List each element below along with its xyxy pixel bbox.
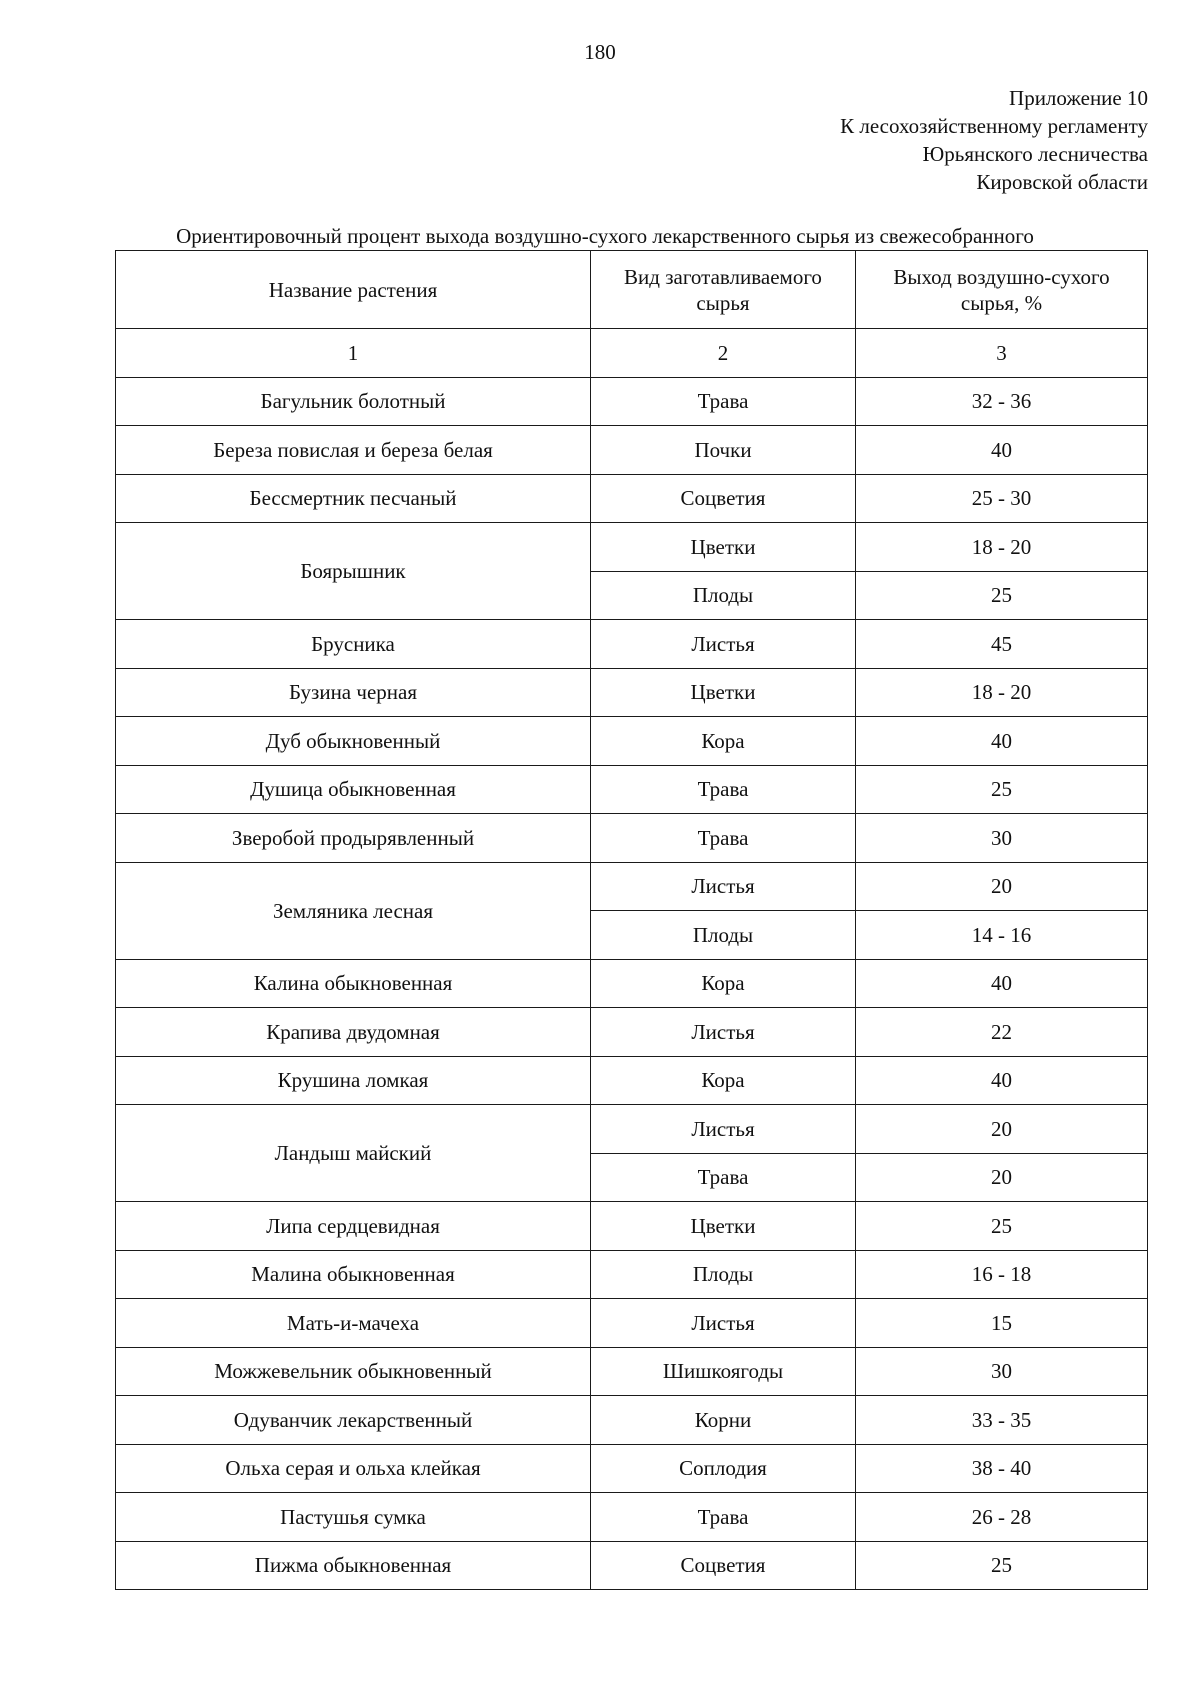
raw-material-type-cell: Цветки <box>591 523 856 572</box>
raw-material-type-cell: Цветки <box>591 668 856 717</box>
raw-material-type-cell: Корни <box>591 1396 856 1445</box>
column-header: Название растения <box>116 251 591 329</box>
raw-material-type-cell: Плоды <box>591 571 856 620</box>
plant-name-cell: Калина обыкновенная <box>116 959 591 1008</box>
raw-material-type-cell: Трава <box>591 814 856 863</box>
raw-material-type-cell: Почки <box>591 426 856 475</box>
yield-percent-cell: 20 <box>856 1153 1148 1202</box>
plant-name-cell: Крапива двудомная <box>116 1008 591 1057</box>
raw-material-type-cell: Трава <box>591 1153 856 1202</box>
table-row <box>116 620 1148 669</box>
table-row <box>116 1299 1148 1348</box>
raw-material-type-cell: Листья <box>591 1105 856 1154</box>
table-row <box>116 1056 1148 1105</box>
table-row <box>116 862 1148 911</box>
plant-name-cell: Можжевельник обыкновенный <box>116 1347 591 1396</box>
raw-material-type-cell: Листья <box>591 1299 856 1348</box>
table-row <box>116 717 1148 766</box>
yield-percent-cell: 40 <box>856 426 1148 475</box>
raw-material-type-cell: Плоды <box>591 911 856 960</box>
appendix-line: Приложение 10 <box>1009 86 1148 110</box>
plant-name-cell: Дуб обыкновенный <box>116 717 591 766</box>
table-row <box>116 1105 1148 1154</box>
yield-table <box>115 250 1148 1590</box>
plant-name-cell: Мать-и-мачеха <box>116 1299 591 1348</box>
table-row <box>116 765 1148 814</box>
plant-name-cell: Боярышник <box>116 523 591 620</box>
raw-material-type-cell: Листья <box>591 620 856 669</box>
raw-material-type-cell: Соплодия <box>591 1444 856 1493</box>
yield-percent-cell: 30 <box>856 1347 1148 1396</box>
column-number: 3 <box>856 329 1148 378</box>
yield-percent-cell: 33 - 35 <box>856 1396 1148 1445</box>
table-row <box>116 1396 1148 1445</box>
table-row <box>116 814 1148 863</box>
table-row <box>116 959 1148 1008</box>
table-header-row <box>116 251 1148 329</box>
plant-name-cell: Ландыш майский <box>116 1105 591 1202</box>
column-number: 2 <box>591 329 856 378</box>
yield-percent-cell: 40 <box>856 717 1148 766</box>
plant-name-cell: Бессмертник песчаный <box>116 474 591 523</box>
table-row <box>116 523 1148 572</box>
table-row <box>116 1493 1148 1542</box>
yield-percent-cell: 20 <box>856 862 1148 911</box>
raw-material-type-cell: Трава <box>591 377 856 426</box>
column-header: Вид заготавливаемого сырья <box>591 251 856 329</box>
yield-percent-cell: 14 - 16 <box>856 911 1148 960</box>
column-number: 1 <box>116 329 591 378</box>
table-row <box>116 426 1148 475</box>
yield-percent-cell: 20 <box>856 1105 1148 1154</box>
yield-percent-cell: 32 - 36 <box>856 377 1148 426</box>
plant-name-cell: Ольха серая и ольха клейкая <box>116 1444 591 1493</box>
raw-material-type-cell: Трава <box>591 1493 856 1542</box>
appendix-header <box>840 84 1148 196</box>
appendix-line: Кировской области <box>976 170 1148 194</box>
plant-name-cell: Пастушья сумка <box>116 1493 591 1542</box>
table-row <box>116 1008 1148 1057</box>
yield-percent-cell: 22 <box>856 1008 1148 1057</box>
table-row <box>116 1202 1148 1251</box>
plant-name-cell: Бузина черная <box>116 668 591 717</box>
plant-name-cell: Липа сердцевидная <box>116 1202 591 1251</box>
table-row <box>116 1347 1148 1396</box>
plant-name-cell: Земляника лесная <box>116 862 591 959</box>
yield-percent-cell: 45 <box>856 620 1148 669</box>
column-number-row <box>116 329 1148 378</box>
plant-name-cell: Пижма обыкновенная <box>116 1541 591 1590</box>
appendix-line: Юрьянского лесничества <box>922 142 1148 166</box>
raw-material-type-cell: Цветки <box>591 1202 856 1251</box>
yield-percent-cell: 25 <box>856 571 1148 620</box>
plant-name-cell: Зверобой продырявленный <box>116 814 591 863</box>
plant-name-cell: Крушина ломкая <box>116 1056 591 1105</box>
raw-material-type-cell: Трава <box>591 765 856 814</box>
yield-percent-cell: 26 - 28 <box>856 1493 1148 1542</box>
table-row <box>116 668 1148 717</box>
plant-name-cell: Душица обыкновенная <box>116 765 591 814</box>
raw-material-type-cell: Кора <box>591 1056 856 1105</box>
yield-percent-cell: 40 <box>856 959 1148 1008</box>
plant-name-cell: Одуванчик лекарственный <box>116 1396 591 1445</box>
table-row <box>116 1444 1148 1493</box>
raw-material-type-cell: Соцветия <box>591 1541 856 1590</box>
yield-percent-cell: 15 <box>856 1299 1148 1348</box>
yield-percent-cell: 25 - 30 <box>856 474 1148 523</box>
table-body <box>116 251 1148 1590</box>
raw-material-type-cell: Кора <box>591 959 856 1008</box>
yield-percent-cell: 25 <box>856 1541 1148 1590</box>
yield-percent-cell: 18 - 20 <box>856 523 1148 572</box>
plant-name-cell: Малина обыкновенная <box>116 1250 591 1299</box>
yield-percent-cell: 25 <box>856 765 1148 814</box>
raw-material-type-cell: Кора <box>591 717 856 766</box>
table-row <box>116 1541 1148 1590</box>
raw-material-type-cell: Соцветия <box>591 474 856 523</box>
yield-percent-cell: 25 <box>856 1202 1148 1251</box>
yield-percent-cell: 40 <box>856 1056 1148 1105</box>
yield-percent-cell: 30 <box>856 814 1148 863</box>
raw-material-type-cell: Плоды <box>591 1250 856 1299</box>
plant-name-cell: Брусника <box>116 620 591 669</box>
table-title: Ориентировочный процент выхода воздушно-сухого лекарственного сырья из свежесобранного <box>176 224 1034 248</box>
raw-material-type-cell: Шишкоягоды <box>591 1347 856 1396</box>
column-header: Выход воздушно-сухого сырья, % <box>856 251 1148 329</box>
table-row <box>116 474 1148 523</box>
raw-material-type-cell: Листья <box>591 862 856 911</box>
page-number: 180 <box>584 40 616 64</box>
yield-percent-cell: 18 - 20 <box>856 668 1148 717</box>
plant-name-cell: Береза повислая и береза белая <box>116 426 591 475</box>
table-row <box>116 377 1148 426</box>
table-row <box>116 1250 1148 1299</box>
raw-material-type-cell: Листья <box>591 1008 856 1057</box>
yield-percent-cell: 38 - 40 <box>856 1444 1148 1493</box>
plant-name-cell: Багульник болотный <box>116 377 591 426</box>
appendix-line: К лесохозяйственному регламенту <box>840 114 1148 138</box>
yield-percent-cell: 16 - 18 <box>856 1250 1148 1299</box>
